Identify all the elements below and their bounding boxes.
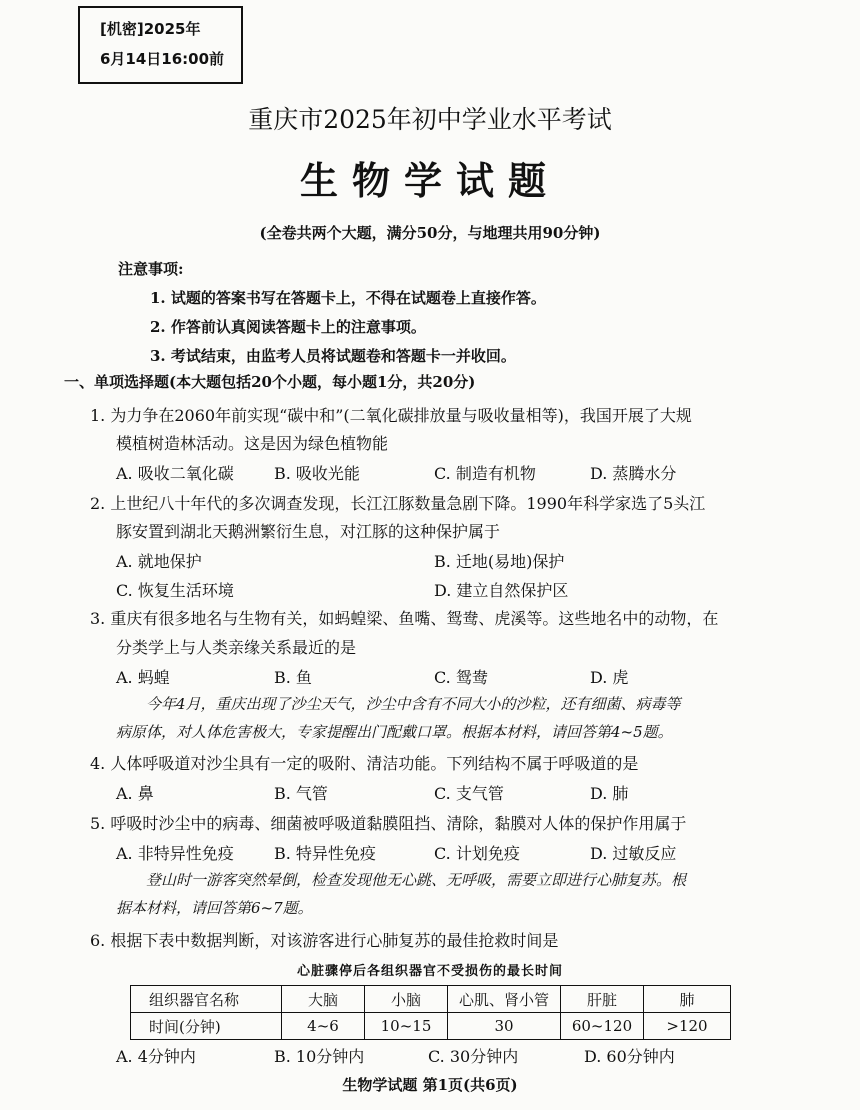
table-cell: 小脑 (365, 986, 448, 1013)
table-cell: 30 (448, 1013, 561, 1040)
confidential-line-1: [机密]2025年 (100, 20, 201, 38)
q2-option-c: C. 恢复生活环境 (116, 581, 234, 600)
table-caption: 心脏骤停后各组织器官不受损伤的最长时间 (296, 964, 563, 979)
question-6-stem: 6. 根据下表中数据判断，对该游客进行心肺复苏的最佳抢救时间是 (90, 931, 559, 950)
table-cell: 时间(分钟) (131, 1013, 282, 1040)
q6-option-b: B. 10分钟内 (274, 1047, 365, 1066)
passage-6-7-line-2: 据本材料，请回答第6~7题。 (116, 899, 313, 917)
notice-item: 1. 试题的答案书写在答题卡上，不得在试题卷上直接作答。 (150, 289, 546, 307)
table-header-row (131, 986, 731, 1013)
q1-option-c: C. 制造有机物 (434, 464, 536, 483)
passage-4-5-line-1: 今年4月，重庆出现了沙尘天气，沙尘中含有不同大小的沙粒，还有细菌、病毒等 (146, 695, 681, 713)
q4-option-a: A. 鼻 (116, 784, 154, 803)
q3-option-a: A. 蚂蝗 (116, 668, 170, 687)
question-5-stem: 5. 呼吸时沙尘中的病毒、细菌被呼吸道黏膜阻挡、清除，黏膜对人体的保护作用属于 (90, 814, 687, 833)
question-2-stem: 2. 上世纪八十年代的多次调查发现，长江江豚数量急剧下降。1990年科学家选了5头江 (90, 494, 706, 513)
page-footer: 生物学试题 第1页(共6页) (342, 1076, 518, 1094)
confidential-box (78, 6, 243, 84)
q4-option-b: B. 气管 (274, 784, 328, 803)
q5-option-c: C. 计划免疫 (434, 844, 520, 863)
q4-option-c: C. 支气管 (434, 784, 504, 803)
passage-4-5-line-2: 病原体，对人体危害极大，专家提醒出门配戴口罩。根据本材料，请回答第4~5题。 (116, 723, 673, 741)
table-row (131, 1013, 731, 1040)
notice-heading: 注意事项: (118, 260, 184, 278)
question-3-stem-cont: 分类学上与人类亲缘关系最近的是 (116, 638, 357, 657)
q3-option-c: C. 鸳鸯 (434, 668, 488, 687)
notice-item: 2. 作答前认真阅读答题卡上的注意事项。 (150, 318, 426, 336)
q4-option-d: D. 肺 (590, 784, 629, 803)
exam-title: 重庆市2025年初中学业水平考试 (248, 105, 612, 134)
subject-title: 生物学试题 (299, 158, 560, 203)
organ-time-table (130, 985, 731, 1040)
table-cell: 大脑 (282, 986, 365, 1013)
table-cell: 4~6 (282, 1013, 365, 1040)
table-cell: 心肌、肾小管 (448, 986, 561, 1013)
question-2-stem-cont: 豚安置到湖北天鹅洲繁衍生息，对江豚的这种保护属于 (116, 522, 501, 541)
table-cell: >120 (644, 1013, 731, 1040)
passage-6-7-line-1: 登山时一游客突然晕倒，检查发现他无心跳、无呼吸，需要立即进行心肺复苏。根 (146, 871, 687, 889)
q2-option-b: B. 迁地(易地)保护 (434, 552, 565, 571)
section-heading: 一、单项选择题(本大题包括20个小题，每小题1分，共20分) (64, 373, 476, 391)
table-cell: 肺 (644, 986, 731, 1013)
table-cell: 10~15 (365, 1013, 448, 1040)
confidential-line-2: 6月14日16:00前 (100, 50, 225, 68)
q1-option-d: D. 蒸腾水分 (590, 464, 677, 483)
q5-option-a: A. 非特异性免疫 (116, 844, 234, 863)
q6-option-d: D. 60分钟内 (584, 1047, 675, 1066)
question-1-stem: 1. 为力争在2060年前实现“碳中和”(二氧化碳排放量与吸收量相等)，我国开展了大规 (90, 406, 692, 425)
q6-option-a: A. 4分钟内 (116, 1047, 196, 1066)
table-cell: 60~120 (561, 1013, 644, 1040)
q5-option-d: D. 过敏反应 (590, 844, 677, 863)
q5-option-b: B. 特异性免疫 (274, 844, 376, 863)
question-1-stem-cont: 模植树造林活动。这是因为绿色植物能 (116, 434, 389, 453)
q2-option-a: A. 就地保护 (116, 552, 202, 571)
table-cell: 组织器官名称 (131, 986, 282, 1013)
q3-option-b: B. 鱼 (274, 668, 312, 687)
table-cell: 肝脏 (561, 986, 644, 1013)
exam-note: (全卷共两个大题，满分50分，与地理共用90分钟) (259, 224, 601, 242)
notice-item: 3. 考试结束，由监考人员将试题卷和答题卡一并收回。 (150, 347, 516, 365)
q1-option-b: B. 吸收光能 (274, 464, 360, 483)
q2-option-d: D. 建立自然保护区 (434, 581, 569, 600)
q3-option-d: D. 虎 (590, 668, 629, 687)
question-4-stem: 4. 人体呼吸道对沙尘具有一定的吸附、清洁功能。下列结构不属于呼吸道的是 (90, 754, 639, 773)
question-3-stem: 3. 重庆有很多地名与生物有关，如蚂蝗梁、鱼嘴、鸳鸯、虎溪等。这些地名中的动物，在 (90, 609, 719, 628)
q6-option-c: C. 30分钟内 (428, 1047, 519, 1066)
q1-option-a: A. 吸收二氧化碳 (116, 464, 234, 483)
